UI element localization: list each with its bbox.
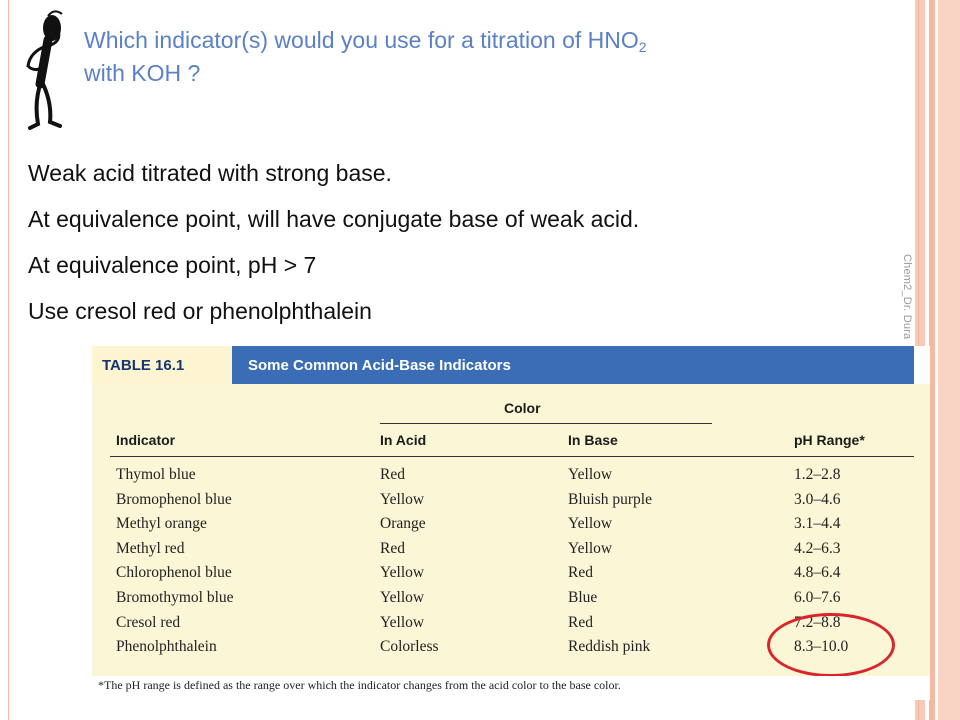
- highlight-circle: [767, 613, 895, 677]
- table-row: [92, 564, 914, 589]
- cell-in-acid: Red: [380, 466, 405, 483]
- table-row: [92, 540, 914, 565]
- cell-ph-range: 3.1–4.4: [794, 515, 841, 533]
- cell-indicator: Bromothymol blue: [116, 588, 234, 606]
- col-header-in-base: In Base: [568, 432, 618, 448]
- slide-title: [84, 24, 884, 90]
- cell-in-acid: Yellow: [380, 564, 425, 582]
- color-group-header: Color: [504, 400, 541, 416]
- col-header-ph-range: pH Range*: [794, 432, 865, 448]
- cell-in-acid: Orange: [380, 515, 426, 533]
- header-rule: [110, 456, 914, 457]
- cell-in-base: Reddish pink: [568, 638, 651, 656]
- cell-in-acid: Red: [380, 539, 405, 557]
- cell-in-base: Red: [568, 564, 593, 582]
- bullet-list: [28, 162, 639, 346]
- col-header-indicator: Indicator: [116, 432, 176, 448]
- table-row: [92, 515, 914, 540]
- table-footnote: *The pH range is defined as the range over which the indicator changes from the acid color to the base color.: [92, 676, 930, 700]
- cell-in-acid: Yellow: [380, 613, 425, 631]
- bullet-item: At equivalence point, pH > 7: [28, 252, 317, 278]
- cell-in-acid: Yellow: [380, 588, 425, 606]
- cell-indicator: Phenolphthalein: [116, 638, 217, 656]
- cell-in-base: Bluish purple: [568, 490, 652, 508]
- cell-in-acid: Yellow: [380, 490, 425, 508]
- table-number: TABLE 16.1: [92, 346, 232, 384]
- cell-ph-range: 8.3–10.0: [794, 638, 849, 656]
- cell-indicator: Methyl orange: [116, 515, 207, 533]
- bullet-item: Weak acid titrated with strong base.: [28, 160, 392, 186]
- cell-in-base: Yellow: [568, 515, 613, 533]
- table-row: [92, 466, 914, 491]
- col-header-in-acid: In Acid: [380, 432, 427, 448]
- bullet-item: Use cresol red or phenolphthalein: [28, 298, 372, 324]
- bullet-item: At equivalence point, will have conjugate base of weak acid.: [28, 206, 640, 232]
- cell-ph-range: 6.0–7.6: [794, 588, 841, 606]
- title-line2: with KOH ?: [84, 60, 201, 86]
- cell-ph-range: 3.0–4.6: [794, 490, 841, 508]
- cell-indicator: Bromophenol blue: [116, 490, 232, 508]
- cell-in-acid: Colorless: [380, 638, 439, 656]
- cell-ph-range: 7.2–8.8: [794, 613, 841, 631]
- table-row: [92, 491, 914, 516]
- cell-in-base: Red: [568, 613, 593, 631]
- thinking-figure-icon: [18, 6, 76, 132]
- cell-in-base: Yellow: [568, 539, 613, 557]
- left-frame-line: [8, 0, 9, 720]
- table-row: [92, 589, 914, 614]
- table-caption: Some Common Acid-Base Indicators: [248, 357, 511, 374]
- cell-indicator: Thymol blue: [116, 466, 196, 483]
- cell-ph-range: 4.8–6.4: [794, 564, 841, 582]
- color-group-rule: [380, 423, 712, 424]
- title-subscript: 2: [638, 39, 647, 55]
- cell-in-base: Yellow: [568, 466, 613, 483]
- cell-indicator: Chlorophenol blue: [116, 564, 232, 582]
- side-label: Chem2_Dr. Dura: [901, 254, 913, 340]
- cell-in-base: Blue: [568, 588, 598, 606]
- cell-indicator: Methyl red: [116, 539, 185, 557]
- cell-ph-range: 1.2–2.8: [794, 466, 841, 483]
- cell-ph-range: 4.2–6.3: [794, 539, 841, 557]
- title-line1: Which indicator(s) would you use for a titration of HNO: [84, 27, 639, 53]
- cell-indicator: Cresol red: [116, 613, 181, 631]
